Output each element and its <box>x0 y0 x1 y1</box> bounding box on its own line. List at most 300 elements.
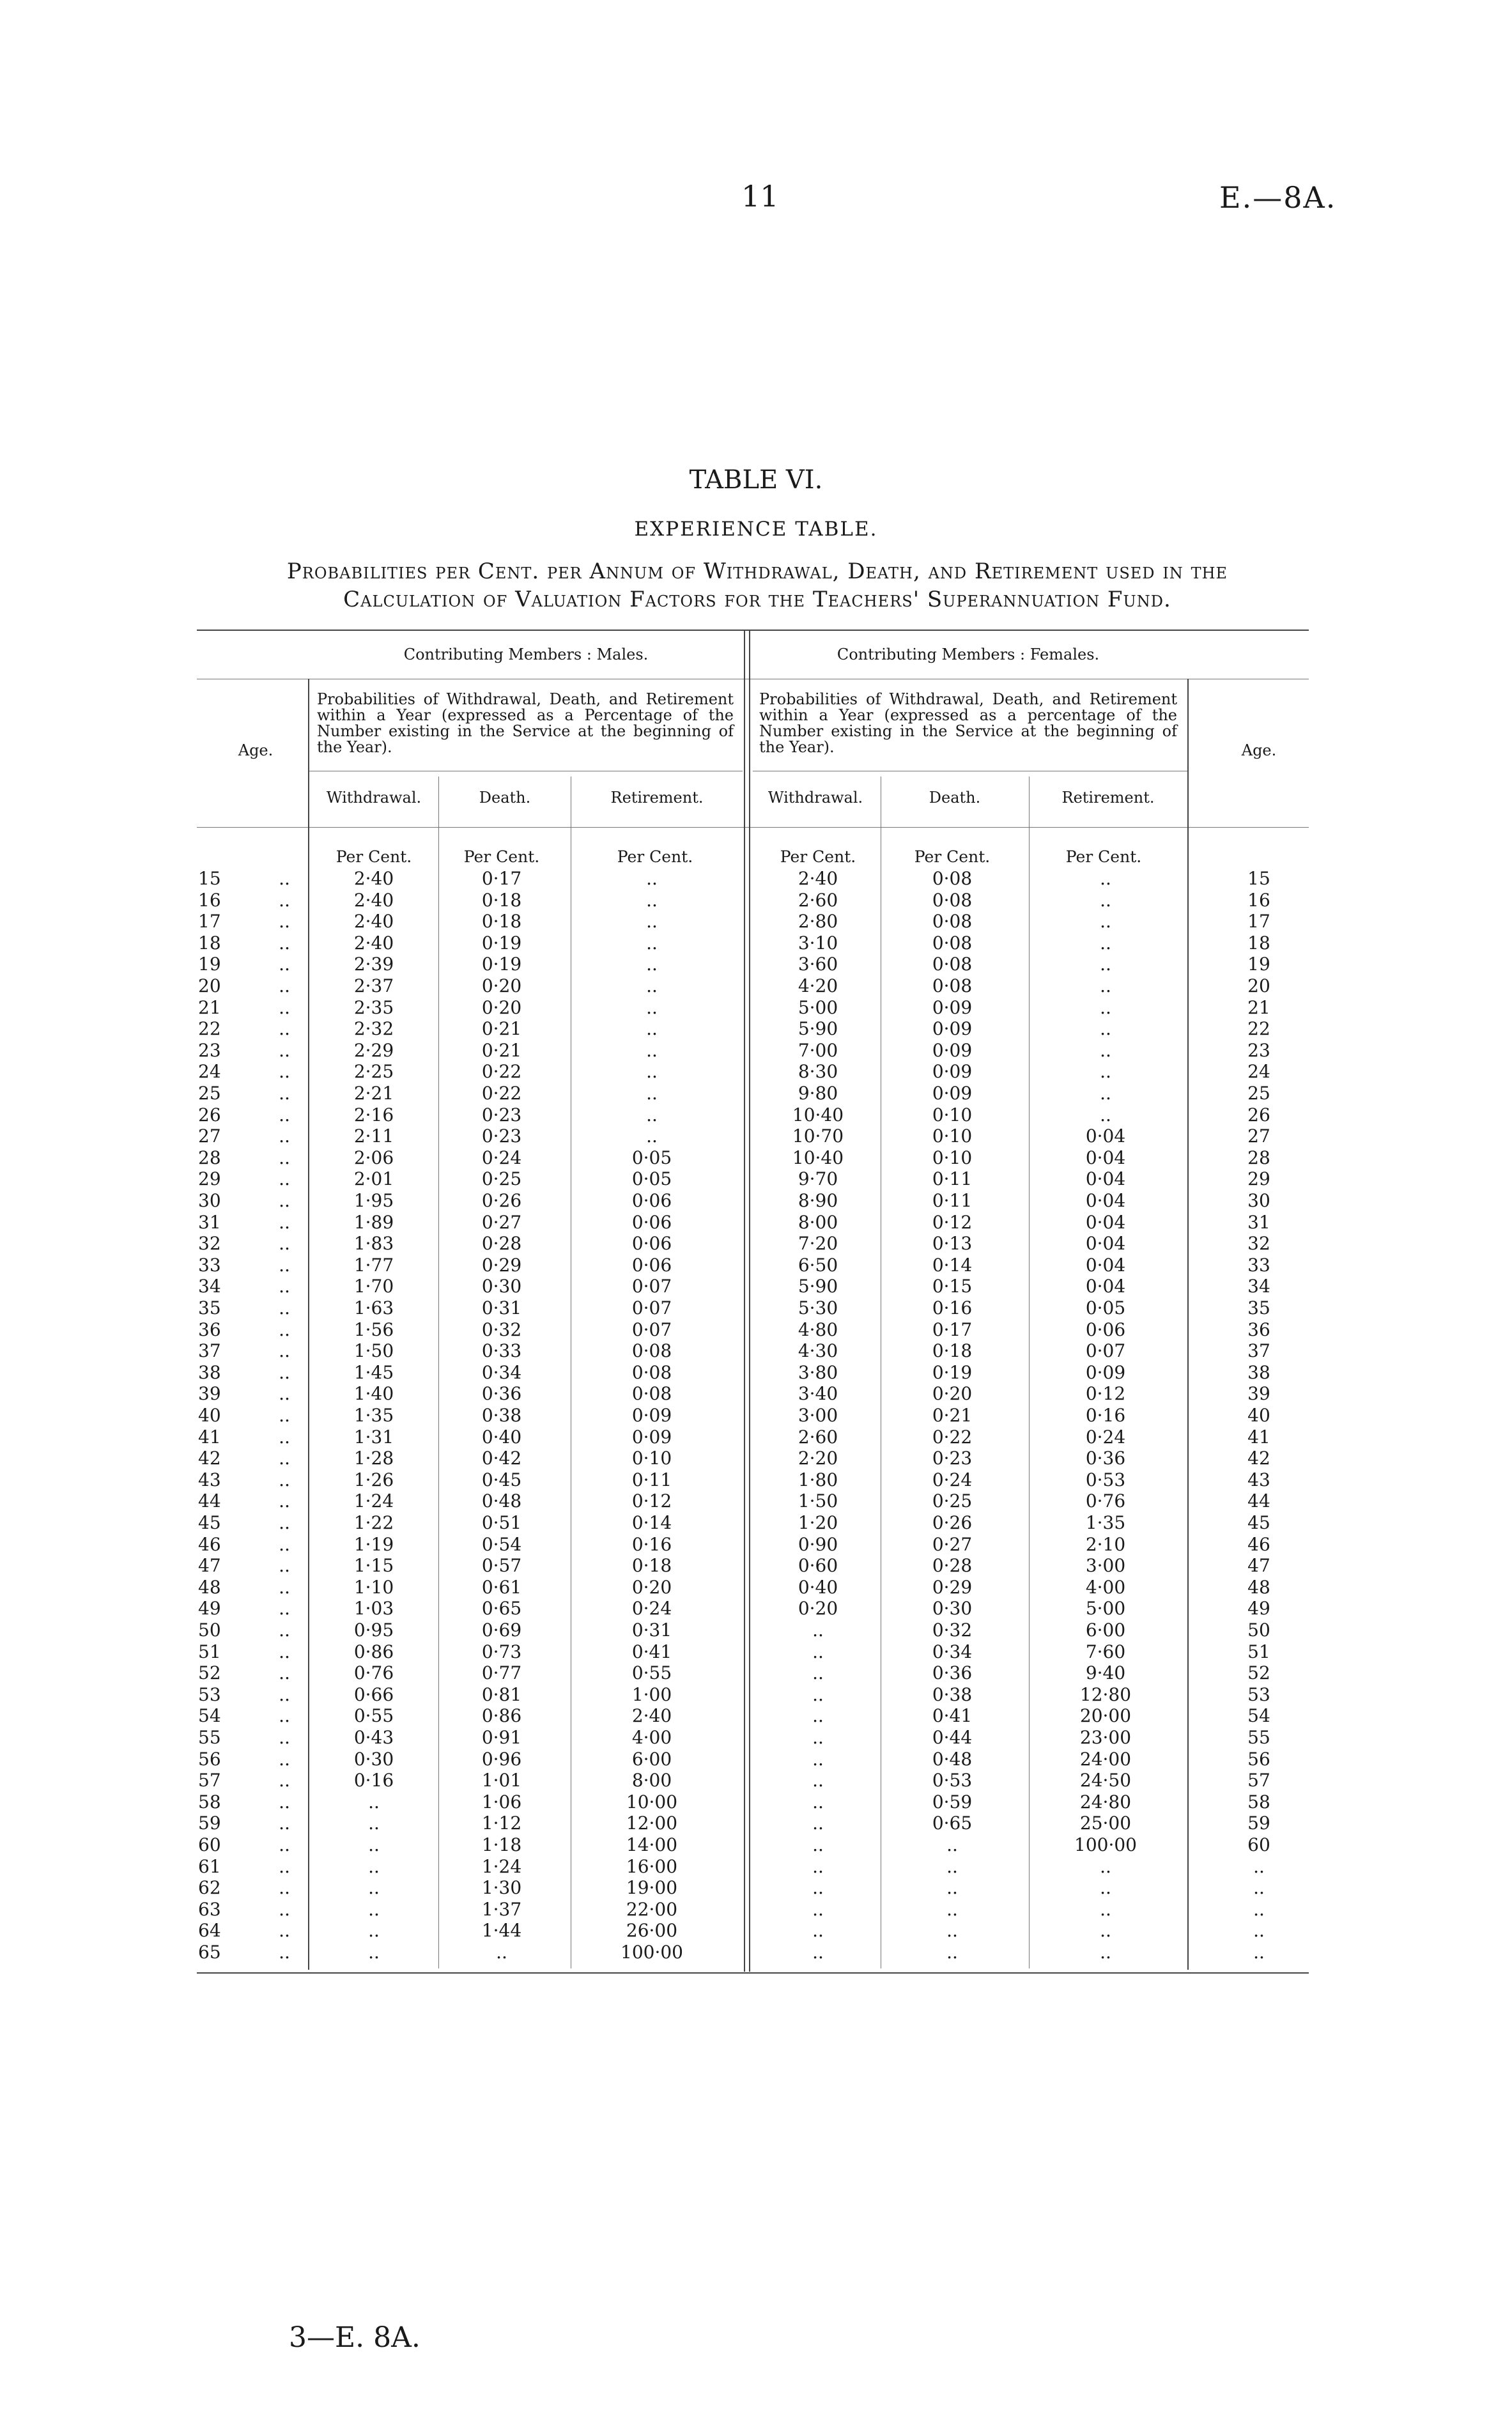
leader-dots: .. <box>279 1361 290 1383</box>
cell-females-retirement: .. <box>1100 1104 1111 1125</box>
cell-females-death: 0·12 <box>932 1211 973 1233</box>
cell-males-withdrawal: 2·16 <box>353 1104 394 1125</box>
table-subtitle: EXPERIENCE TABLE. <box>634 518 878 541</box>
cell-males-retirement: 19·00 <box>626 1877 678 1899</box>
cell-age-repeat: 59 <box>1247 1813 1270 1834</box>
cell-age: 39 <box>198 1383 221 1405</box>
age-label-left: Age. <box>238 741 274 759</box>
leader-dots: .. <box>279 1125 290 1147</box>
cell-age-repeat: 46 <box>1247 1533 1270 1555</box>
cell-females-death: 0·32 <box>932 1620 973 1641</box>
leader-dots: .. <box>279 1490 290 1512</box>
cell-males-death: 0·77 <box>481 1662 522 1684</box>
leader-dots: .. <box>279 1233 290 1255</box>
cell-females-retirement: .. <box>1100 1898 1111 1920</box>
cell-males-death: 0·45 <box>481 1469 522 1490</box>
cell-males-retirement: .. <box>646 889 658 911</box>
cell-age-repeat: 49 <box>1247 1598 1270 1620</box>
leader-dots: .. <box>279 1620 290 1641</box>
cell-males-death: 0·19 <box>481 932 522 954</box>
cell-males-withdrawal: 2·32 <box>353 1018 394 1040</box>
cell-females-retirement: .. <box>1100 975 1111 996</box>
cell-males-death: 0·33 <box>481 1340 522 1362</box>
cell-males-withdrawal: .. <box>368 1877 380 1899</box>
cell-females-retirement: .. <box>1100 1018 1111 1040</box>
cell-females-death: 0·19 <box>932 1361 973 1383</box>
cell-females-withdrawal: 9·80 <box>798 1083 838 1104</box>
cell-females-retirement: .. <box>1100 911 1111 932</box>
cell-males-withdrawal: .. <box>368 1791 380 1813</box>
cell-age-repeat: .. <box>1253 1877 1265 1899</box>
leader-dots: .. <box>279 889 290 911</box>
cell-males-withdrawal: 1·31 <box>353 1426 394 1448</box>
cell-females-withdrawal: .. <box>812 1705 824 1727</box>
table-row <box>0 1899 1512 1920</box>
cell-females-withdrawal: 2·20 <box>798 1448 838 1469</box>
cell-males-death: 0·54 <box>481 1533 522 1555</box>
table-row <box>0 1705 1512 1726</box>
cell-age-repeat: 36 <box>1247 1318 1270 1340</box>
leader-dots: .. <box>279 996 290 1018</box>
cell-females-withdrawal: 1·20 <box>798 1512 838 1533</box>
cell-males-death: 0·27 <box>481 1211 522 1233</box>
cell-age-repeat: 30 <box>1247 1190 1270 1211</box>
table-row <box>0 911 1512 932</box>
cell-males-retirement: 0·06 <box>631 1254 672 1276</box>
cell-males-death: 0·57 <box>481 1555 522 1577</box>
cell-males-withdrawal: 1·95 <box>353 1190 394 1211</box>
cell-females-withdrawal: .. <box>812 1770 824 1791</box>
cell-females-death: 0·17 <box>932 1318 973 1340</box>
cell-males-retirement: 0·24 <box>631 1598 672 1620</box>
cell-females-death: .. <box>946 1855 958 1877</box>
cell-males-withdrawal: 1·77 <box>353 1254 394 1276</box>
group-header-males: Contributing Members : Males. <box>403 646 649 663</box>
cell-age: 34 <box>198 1276 221 1297</box>
col-header-females-retirement: Retirement. <box>1061 789 1155 807</box>
cell-age-repeat: 34 <box>1247 1276 1270 1297</box>
cell-males-death: 1·18 <box>481 1834 522 1855</box>
cell-females-death: .. <box>946 1877 958 1899</box>
leader-dots: .. <box>279 1770 290 1791</box>
table-row <box>0 1942 1512 1963</box>
cell-age: 27 <box>198 1125 221 1147</box>
unit-males-death: Per Cent. <box>463 847 540 866</box>
cell-males-withdrawal: 2·11 <box>353 1125 394 1147</box>
cell-females-retirement: .. <box>1100 954 1111 975</box>
cell-age: 55 <box>198 1727 221 1748</box>
cell-males-death: 0·91 <box>481 1727 522 1748</box>
cell-males-death: 1·01 <box>481 1770 522 1791</box>
cell-males-retirement: 0·06 <box>631 1190 672 1211</box>
leader-dots: .. <box>279 1340 290 1362</box>
table-row <box>0 868 1512 889</box>
cell-age: 46 <box>198 1533 221 1555</box>
cell-males-withdrawal: 1·19 <box>353 1533 394 1555</box>
cell-males-withdrawal: 0·76 <box>353 1662 394 1684</box>
cell-males-withdrawal: 0·55 <box>353 1705 394 1727</box>
cell-females-retirement: 3·00 <box>1085 1555 1126 1577</box>
cell-females-death: 0·08 <box>932 954 973 975</box>
cell-females-death: .. <box>946 1834 958 1855</box>
footer-signature: 3—E. 8A. <box>289 2321 420 2354</box>
leader-dots: .. <box>279 1898 290 1920</box>
table-row <box>0 1770 1512 1791</box>
cell-males-withdrawal: 1·22 <box>353 1512 394 1533</box>
table-row <box>0 1920 1512 1941</box>
cell-males-withdrawal: 2·35 <box>353 996 394 1018</box>
cell-females-death: 0·25 <box>932 1490 973 1512</box>
cell-age-repeat: 42 <box>1247 1448 1270 1469</box>
description-females: Probabilities of Withdrawal, Death, and Retirement within a Year (expressed as a percentage of the Number existing in the Service at the beginning of the Year). <box>759 690 1177 756</box>
cell-age: 36 <box>198 1318 221 1340</box>
cell-females-retirement: .. <box>1100 1855 1111 1877</box>
cell-age-repeat: 56 <box>1247 1748 1270 1770</box>
cell-females-death: 0·21 <box>932 1405 973 1426</box>
cell-males-death: 0·30 <box>481 1276 522 1297</box>
cell-age-repeat: 29 <box>1247 1168 1270 1190</box>
cell-age-repeat: 20 <box>1247 975 1270 996</box>
cell-males-withdrawal: .. <box>368 1942 380 1963</box>
table-row <box>0 1104 1512 1125</box>
leader-dots: .. <box>279 1276 290 1297</box>
table-bottom-rule <box>197 1972 1309 1974</box>
cell-females-death: 0·08 <box>932 911 973 932</box>
cell-females-death: .. <box>946 1898 958 1920</box>
cell-males-death: 0·86 <box>481 1705 522 1727</box>
column-header-rule <box>197 827 1309 828</box>
leader-dots: .. <box>279 1555 290 1577</box>
cell-females-death: 0·09 <box>932 996 973 1018</box>
cell-males-retirement: 4·00 <box>631 1727 672 1748</box>
table-row <box>0 1061 1512 1082</box>
cell-females-retirement: 0·04 <box>1085 1211 1126 1233</box>
table-row <box>0 1813 1512 1834</box>
cell-age: 29 <box>198 1168 221 1190</box>
cell-females-retirement: 0·53 <box>1085 1469 1126 1490</box>
cell-males-death: 0·19 <box>481 954 522 975</box>
cell-age: 26 <box>198 1104 221 1125</box>
cell-females-death: 0·10 <box>932 1147 973 1168</box>
cell-males-withdrawal: 2·40 <box>353 889 394 911</box>
cell-females-retirement: 0·04 <box>1085 1168 1126 1190</box>
cell-males-death: 0·23 <box>481 1125 522 1147</box>
cell-females-death: 0·13 <box>932 1233 973 1255</box>
cell-age: 60 <box>198 1834 221 1855</box>
cell-females-retirement: 0·04 <box>1085 1254 1126 1276</box>
table-row <box>0 1147 1512 1168</box>
table-row <box>0 1684 1512 1705</box>
cell-females-death: 0·65 <box>932 1813 973 1834</box>
table-row <box>0 1340 1512 1361</box>
cell-males-death: 0·34 <box>481 1361 522 1383</box>
cell-age-repeat: .. <box>1253 1855 1265 1877</box>
cell-age-repeat: 31 <box>1247 1211 1270 1233</box>
cell-age: 32 <box>198 1233 221 1255</box>
cell-females-death: 0·38 <box>932 1683 973 1705</box>
cell-females-retirement: 4·00 <box>1085 1576 1126 1598</box>
cell-females-death: 0·11 <box>932 1168 973 1190</box>
cell-males-death: 0·40 <box>481 1426 522 1448</box>
cell-males-death: 1·24 <box>481 1855 522 1877</box>
table-row <box>0 1469 1512 1490</box>
cell-males-retirement: 0·09 <box>631 1405 672 1426</box>
cell-females-retirement: 0·04 <box>1085 1276 1126 1297</box>
cell-age: 20 <box>198 975 221 996</box>
table-row <box>0 1427 1512 1448</box>
cell-age: 65 <box>198 1942 221 1963</box>
cell-males-retirement: .. <box>646 1018 658 1040</box>
cell-males-death: 0·36 <box>481 1383 522 1405</box>
cell-females-withdrawal: 0·40 <box>798 1576 838 1598</box>
cell-age: 44 <box>198 1490 221 1512</box>
cell-males-retirement: 0·16 <box>631 1533 672 1555</box>
cell-males-retirement: 0·12 <box>631 1490 672 1512</box>
unit-males-withdrawal: Per Cent. <box>336 847 412 866</box>
table-row <box>0 1190 1512 1211</box>
cell-age-repeat: 51 <box>1247 1641 1270 1662</box>
cell-males-retirement: 16·00 <box>626 1855 678 1877</box>
cell-males-withdrawal: 1·28 <box>353 1448 394 1469</box>
cell-age-repeat: 18 <box>1247 932 1270 954</box>
cell-females-death: 0·41 <box>932 1705 973 1727</box>
cell-males-retirement: 0·08 <box>631 1383 672 1405</box>
cell-females-death: 0·20 <box>932 1383 973 1405</box>
cell-age-repeat: 41 <box>1247 1426 1270 1448</box>
table-row <box>0 1018 1512 1039</box>
cell-males-death: .. <box>496 1942 507 1963</box>
leader-dots: .. <box>279 1168 290 1190</box>
cell-age: 57 <box>198 1770 221 1791</box>
cell-males-death: 1·12 <box>481 1813 522 1834</box>
cell-age: 51 <box>198 1641 221 1662</box>
cell-females-withdrawal: 3·00 <box>798 1405 838 1426</box>
cell-females-retirement: 0·16 <box>1085 1405 1126 1426</box>
cell-females-retirement: 24·00 <box>1079 1748 1132 1770</box>
cell-females-withdrawal: 9·70 <box>798 1168 838 1190</box>
leader-dots: .. <box>279 1662 290 1684</box>
cell-females-retirement: 0·07 <box>1085 1340 1126 1362</box>
cell-males-withdrawal: 0·30 <box>353 1748 394 1770</box>
cell-males-death: 0·22 <box>481 1083 522 1104</box>
cell-males-death: 0·42 <box>481 1448 522 1469</box>
cell-age: 15 <box>198 868 221 889</box>
cell-age: 23 <box>198 1039 221 1061</box>
cell-males-withdrawal: 1·83 <box>353 1233 394 1255</box>
cell-females-death: 0·09 <box>932 1061 973 1083</box>
table-row <box>0 997 1512 1018</box>
group-header-females: Contributing Members : Females. <box>837 646 1100 663</box>
cell-age: 45 <box>198 1512 221 1533</box>
cell-females-withdrawal: 3·80 <box>798 1361 838 1383</box>
cell-males-death: 0·21 <box>481 1039 522 1061</box>
cell-females-death: 0·30 <box>932 1598 973 1620</box>
cell-age: 48 <box>198 1576 221 1598</box>
leader-dots: .. <box>279 1791 290 1813</box>
table-row <box>0 1255 1512 1276</box>
page-number: 11 <box>741 179 779 213</box>
cell-age-repeat: 38 <box>1247 1361 1270 1383</box>
cell-males-retirement: 0·07 <box>631 1297 672 1318</box>
cell-age-repeat: 33 <box>1247 1254 1270 1276</box>
cell-males-withdrawal: 2·40 <box>353 868 394 889</box>
cell-males-death: 1·06 <box>481 1791 522 1813</box>
cell-males-withdrawal: .. <box>368 1813 380 1834</box>
col-header-males-withdrawal: Withdrawal. <box>326 789 422 807</box>
leader-dots: .. <box>279 1855 290 1877</box>
cell-age: 53 <box>198 1683 221 1705</box>
cell-males-withdrawal: 2·40 <box>353 911 394 932</box>
table-row <box>0 1555 1512 1576</box>
cell-age-repeat: 44 <box>1247 1490 1270 1512</box>
cell-age: 37 <box>198 1340 221 1362</box>
cell-males-retirement: 0·10 <box>631 1448 672 1469</box>
cell-age-repeat: 53 <box>1247 1683 1270 1705</box>
cell-females-death: 0·27 <box>932 1533 973 1555</box>
cell-age-repeat: 19 <box>1247 954 1270 975</box>
table-top-rule <box>197 630 1309 631</box>
cell-females-death: 0·15 <box>932 1276 973 1297</box>
leader-dots: .. <box>279 1705 290 1727</box>
leader-dots: .. <box>279 1104 290 1125</box>
cell-age-repeat: 45 <box>1247 1512 1270 1533</box>
cell-females-withdrawal: 5·90 <box>798 1018 838 1040</box>
cell-females-withdrawal: 2·60 <box>798 1426 838 1448</box>
cell-females-withdrawal: 5·30 <box>798 1297 838 1318</box>
cell-age: 24 <box>198 1061 221 1083</box>
cell-females-withdrawal: .. <box>812 1791 824 1813</box>
cell-males-withdrawal: 0·66 <box>353 1683 394 1705</box>
cell-females-withdrawal: 3·40 <box>798 1383 838 1405</box>
cell-females-retirement: 25·00 <box>1079 1813 1132 1834</box>
cell-males-withdrawal: .. <box>368 1898 380 1920</box>
cell-females-retirement: .. <box>1100 1942 1111 1963</box>
cell-females-death: 0·53 <box>932 1770 973 1791</box>
table-row <box>0 1834 1512 1855</box>
cell-males-withdrawal: 2·06 <box>353 1147 394 1168</box>
cell-females-retirement: 24·50 <box>1079 1770 1132 1791</box>
cell-age-repeat: 23 <box>1247 1039 1270 1061</box>
cell-age-repeat: 21 <box>1247 996 1270 1018</box>
cell-females-death: .. <box>946 1942 958 1963</box>
cell-females-withdrawal: .. <box>812 1748 824 1770</box>
cell-males-death: 0·32 <box>481 1318 522 1340</box>
cell-females-death: 0·08 <box>932 975 973 996</box>
unit-males-retirement: Per Cent. <box>617 847 693 866</box>
table-caption <box>192 557 1323 614</box>
cell-males-retirement: 0·55 <box>631 1662 672 1684</box>
cell-females-death: 0·22 <box>932 1426 973 1448</box>
cell-males-death: 1·30 <box>481 1877 522 1899</box>
cell-females-retirement: .. <box>1100 1920 1111 1942</box>
cell-males-retirement: 0·11 <box>631 1469 672 1490</box>
cell-females-retirement: 0·04 <box>1085 1190 1126 1211</box>
cell-age-repeat: 32 <box>1247 1233 1270 1255</box>
cell-females-death: 0·16 <box>932 1297 973 1318</box>
cell-females-withdrawal: 1·80 <box>798 1469 838 1490</box>
cell-females-death: 0·48 <box>932 1748 973 1770</box>
cell-age-repeat: 17 <box>1247 911 1270 932</box>
cell-males-death: 0·24 <box>481 1147 522 1168</box>
cell-females-retirement: 20·00 <box>1079 1705 1132 1727</box>
table-row <box>0 1534 1512 1555</box>
cell-age: 58 <box>198 1791 221 1813</box>
cell-males-retirement: .. <box>646 1104 658 1125</box>
table-row <box>0 1297 1512 1318</box>
cell-males-withdrawal: 1·45 <box>353 1361 394 1383</box>
cell-females-death: 0·26 <box>932 1512 973 1533</box>
cell-males-withdrawal: 1·24 <box>353 1490 394 1512</box>
cell-males-retirement: 0·18 <box>631 1555 672 1577</box>
table-row <box>0 1040 1512 1061</box>
leader-dots: .. <box>279 1834 290 1855</box>
table-row <box>0 890 1512 911</box>
table-row <box>0 1362 1512 1383</box>
cell-males-retirement: .. <box>646 954 658 975</box>
cell-males-retirement: 6·00 <box>631 1748 672 1770</box>
cell-females-death: 0·10 <box>932 1125 973 1147</box>
unit-females-death: Per Cent. <box>914 847 991 866</box>
cell-males-death: 0·28 <box>481 1233 522 1255</box>
cell-females-withdrawal: .. <box>812 1877 824 1899</box>
cell-males-retirement: 22·00 <box>626 1898 678 1920</box>
cell-females-retirement: 9·40 <box>1085 1662 1126 1684</box>
col-header-males-death: Death. <box>479 789 531 807</box>
cell-females-death: 0·09 <box>932 1039 973 1061</box>
caption-line-1: Probabilities per Cent. per Annum of Withdrawal, Death, and Retirement used in the <box>286 559 1228 584</box>
cell-age: 17 <box>198 911 221 932</box>
cell-females-retirement: .. <box>1100 889 1111 911</box>
leader-dots: .. <box>279 1727 290 1748</box>
cell-age: 59 <box>198 1813 221 1834</box>
table-row <box>0 1490 1512 1512</box>
cell-females-death: 0·09 <box>932 1018 973 1040</box>
cell-females-withdrawal: 4·30 <box>798 1340 838 1362</box>
cell-females-death: 0·09 <box>932 1083 973 1104</box>
cell-males-retirement: .. <box>646 932 658 954</box>
cell-age-repeat: 58 <box>1247 1791 1270 1813</box>
table-row <box>0 975 1512 996</box>
cell-age-repeat: 57 <box>1247 1770 1270 1791</box>
leader-dots: .. <box>279 1683 290 1705</box>
cell-age: 64 <box>198 1920 221 1942</box>
cell-males-retirement: 0·05 <box>631 1168 672 1190</box>
cell-females-death: 0·23 <box>932 1448 973 1469</box>
cell-females-death: 0·11 <box>932 1190 973 1211</box>
leader-dots: .. <box>279 1297 290 1318</box>
cell-males-death: 0·65 <box>481 1598 522 1620</box>
cell-age: 40 <box>198 1405 221 1426</box>
cell-females-retirement: 7·60 <box>1085 1641 1126 1662</box>
leader-dots: .. <box>279 1083 290 1104</box>
cell-age-repeat: 47 <box>1247 1555 1270 1577</box>
cell-age-repeat: 28 <box>1247 1147 1270 1168</box>
cell-age: 30 <box>198 1190 221 1211</box>
cell-age: 31 <box>198 1211 221 1233</box>
table-row <box>0 1749 1512 1770</box>
cell-males-retirement: 26·00 <box>626 1920 678 1942</box>
cell-females-death: 0·24 <box>932 1469 973 1490</box>
col-header-males-retirement: Retirement. <box>610 789 704 807</box>
table-row <box>0 1577 1512 1598</box>
cell-females-retirement: .. <box>1100 1877 1111 1899</box>
cell-males-retirement: .. <box>646 1039 658 1061</box>
cell-males-withdrawal: 1·89 <box>353 1211 394 1233</box>
cell-females-withdrawal: 6·50 <box>798 1254 838 1276</box>
cell-females-withdrawal: 3·60 <box>798 954 838 975</box>
cell-age-repeat: 16 <box>1247 889 1270 911</box>
cell-age-repeat: .. <box>1253 1898 1265 1920</box>
